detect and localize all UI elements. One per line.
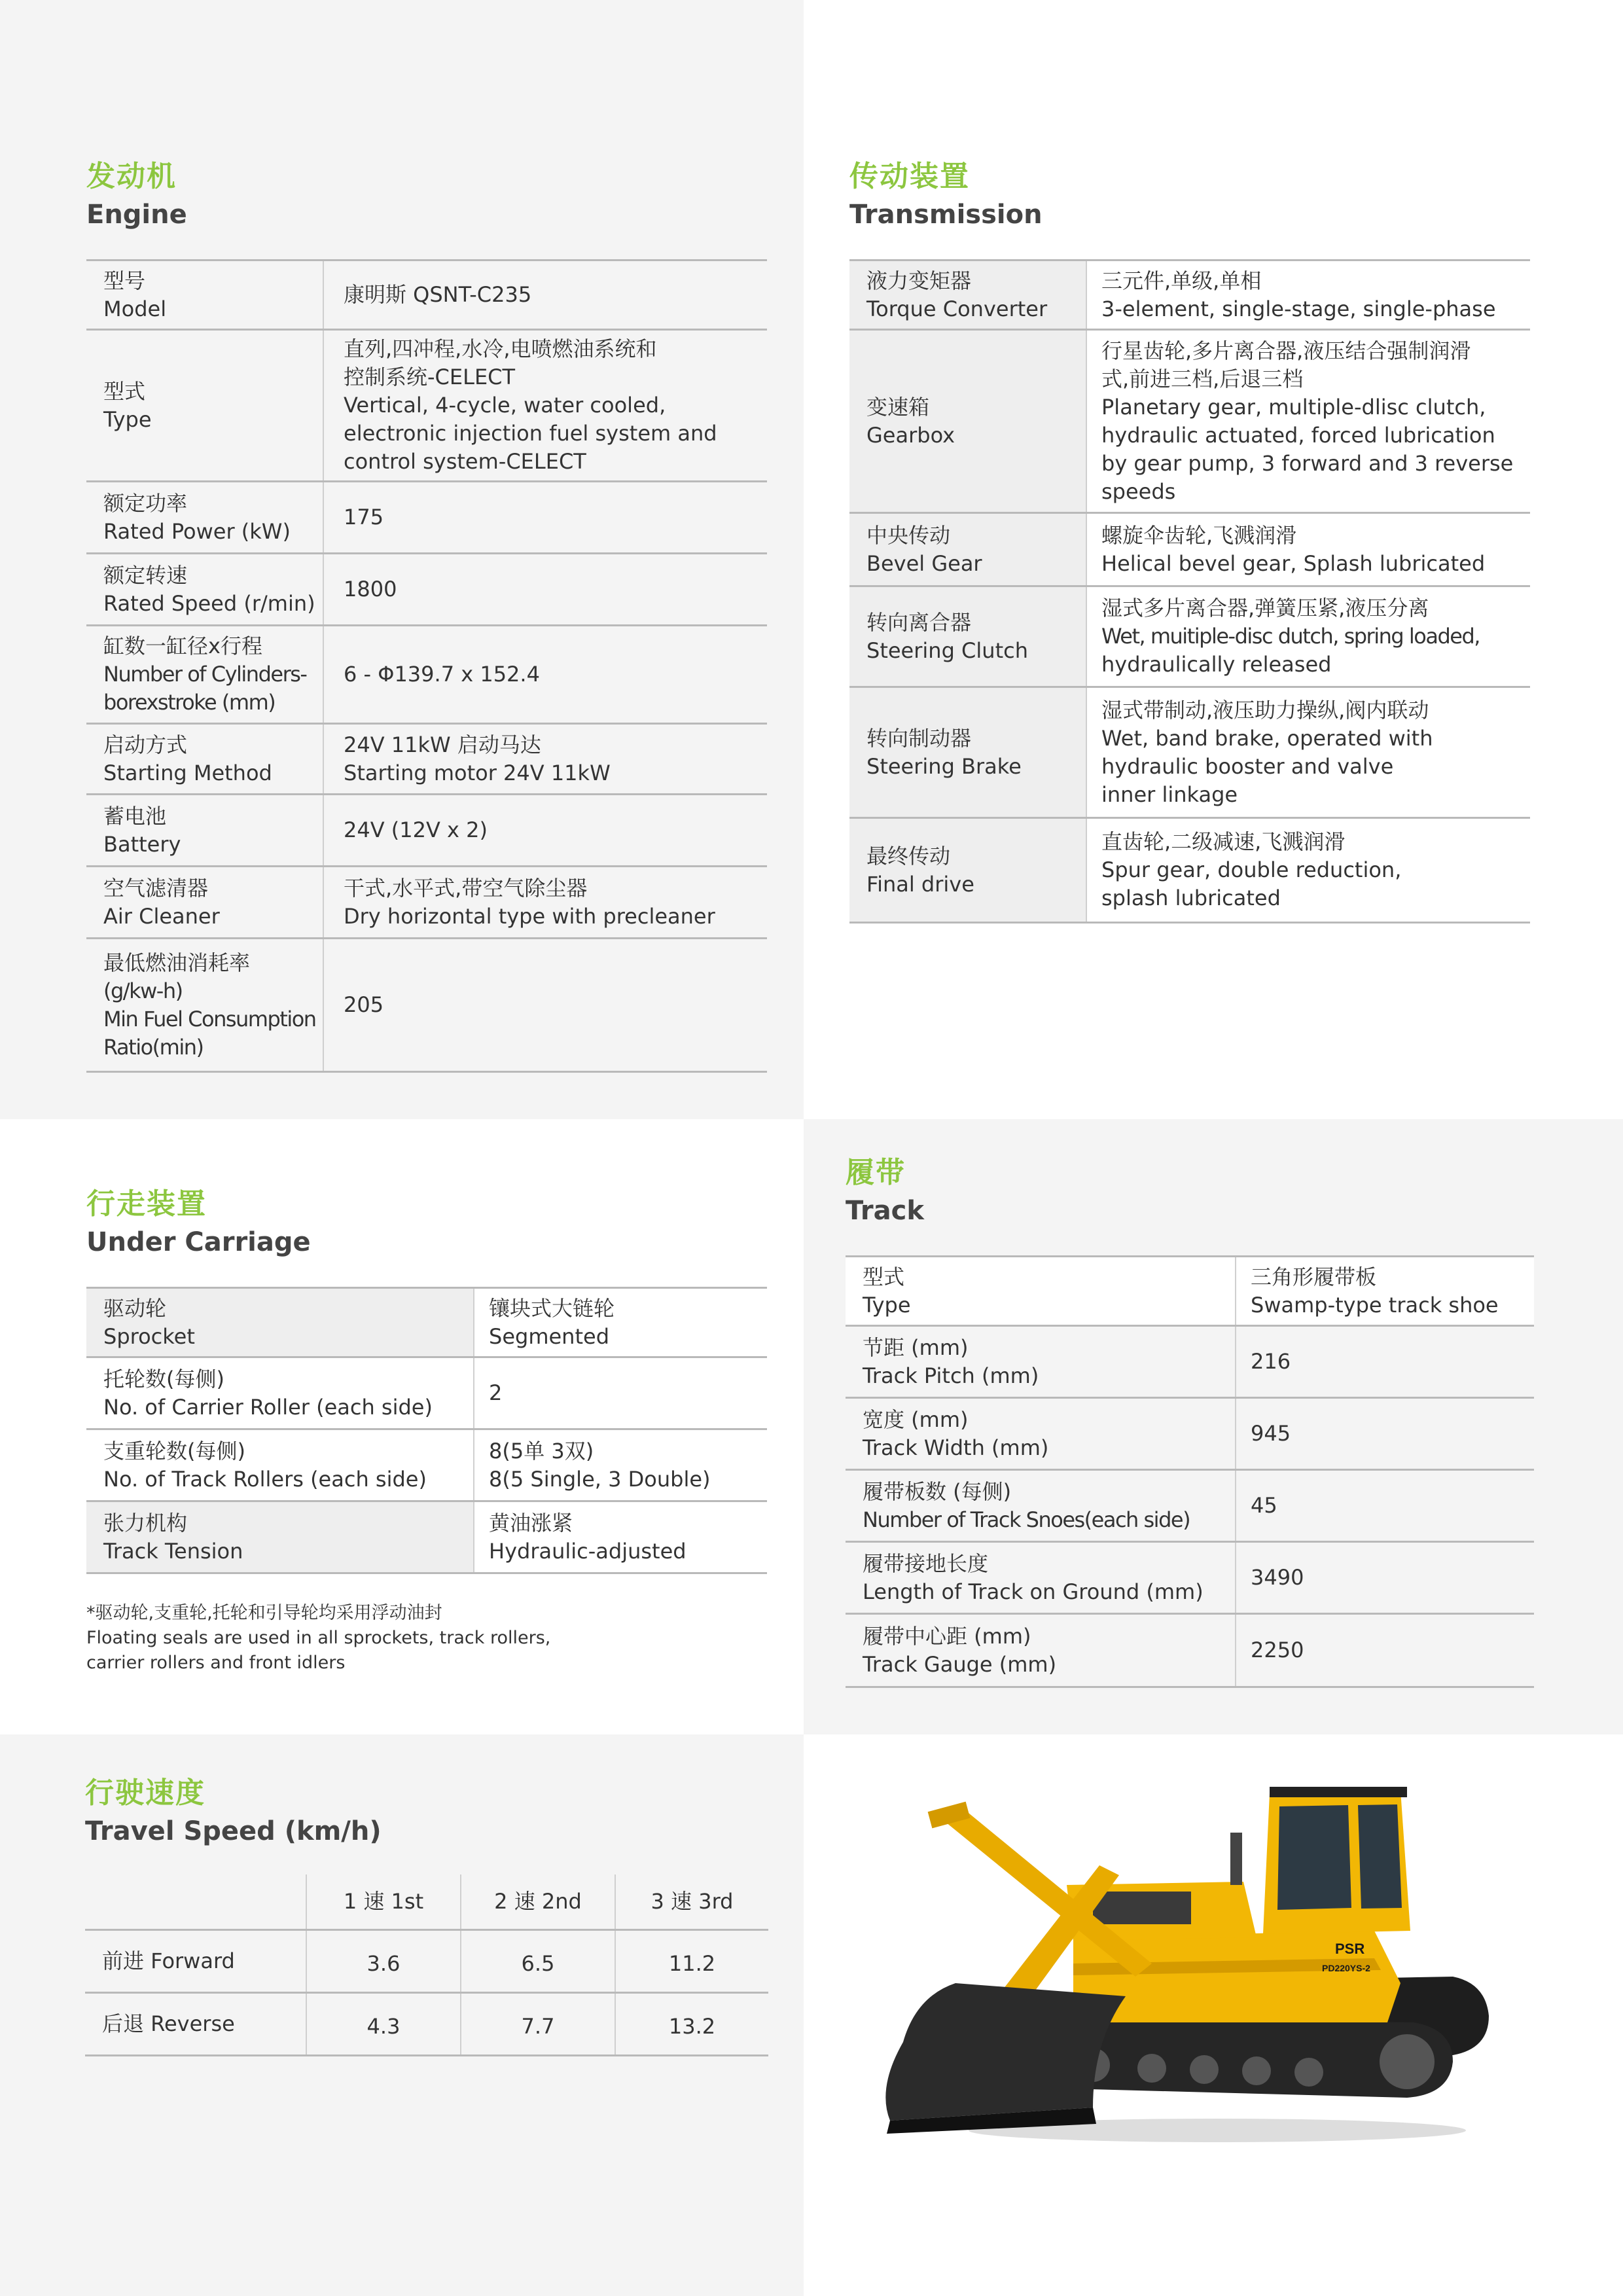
table-row xyxy=(86,867,767,939)
transmission-title-en: Transmission xyxy=(849,200,1043,230)
table-row xyxy=(846,1398,1534,1470)
spec-value: hydraulic booster and valve xyxy=(1101,753,1394,779)
table-row xyxy=(86,724,767,795)
spec-label-cn: 履带接地长度 xyxy=(863,1551,989,1576)
spec-value: 175 xyxy=(344,505,384,529)
spec-value: Hydraulic-adjusted xyxy=(489,1538,687,1564)
spec-value: 三元件,单级,单相 xyxy=(1101,268,1262,293)
spec-label-cn: 型式 xyxy=(863,1264,905,1289)
dozer-blade xyxy=(885,1983,1126,2121)
engine-table xyxy=(86,259,767,1073)
table-row xyxy=(86,626,767,724)
spec-label-en: Air Cleaner xyxy=(103,903,220,929)
speed-title-en: Travel Speed (km/h) xyxy=(85,1816,382,1846)
spec-value: 直列,四冲程,水冷,电喷燃油系统和 xyxy=(344,336,657,361)
spec-value: Dry horizontal type with precleaner xyxy=(344,903,715,929)
table-row xyxy=(849,687,1530,818)
cab-window-left xyxy=(1277,1805,1351,1910)
table-row xyxy=(86,1429,767,1501)
table-row xyxy=(86,1501,767,1573)
hood-grille xyxy=(1093,1892,1191,1924)
spec-label-en: Rated Speed (r/min) xyxy=(103,590,315,616)
spec-value: Spur gear, double reduction, xyxy=(1101,857,1402,882)
spec-label-en: Final drive xyxy=(866,871,974,897)
spec-value: 2 xyxy=(489,1380,503,1405)
spec-value: 45 xyxy=(1251,1493,1277,1518)
spec-label-cn: 托轮数(每侧) xyxy=(103,1366,224,1391)
brand-label: PSR xyxy=(1335,1941,1365,1957)
spec-label-en: Track Tension xyxy=(103,1538,243,1564)
spec-label-cn: 空气滤清器 xyxy=(103,875,209,901)
spec-label-en: Track Gauge (mm) xyxy=(863,1651,1057,1677)
spec-label-cn: 额定功率 xyxy=(103,490,188,516)
cab-roof xyxy=(1270,1787,1407,1797)
spec-value: 黄油涨紧 xyxy=(489,1510,573,1535)
speed-column-header: 1 速 1st xyxy=(306,1874,461,1929)
spec-value: 1800 xyxy=(344,577,397,601)
spec-value: Vertical, 4-cycle, water cooled, xyxy=(344,393,666,418)
undercarriage-title-en: Under Carriage xyxy=(86,1227,311,1257)
spec-value: hydraulically released xyxy=(1101,652,1332,677)
note-line: *驱动轮,支重轮,托轮和引导轮均采用浮动油封 xyxy=(86,1603,442,1623)
spec-value: 6 - Φ139.7 x 152.4 xyxy=(344,662,540,687)
spec-value: Starting motor 24V 11kW xyxy=(344,760,611,785)
speed-row-label: 前进 Forward xyxy=(85,1929,306,1992)
spec-label-en: Steering Clutch xyxy=(866,637,1028,663)
spec-label-en: borexstroke (mm) xyxy=(103,690,276,715)
spec-value: 3490 xyxy=(1251,1565,1304,1590)
spec-label-en: Min Fuel Consumption xyxy=(103,1006,316,1031)
spec-label-en: Steering Brake xyxy=(866,753,1022,779)
track-title-cn: 履带 xyxy=(846,1156,906,1189)
transmission-title-cn: 传动装置 xyxy=(849,160,970,193)
cab-window-right xyxy=(1358,1804,1402,1909)
spec-value: 8(5单 3双) xyxy=(489,1438,594,1463)
spec-value: 8(5 Single, 3 Double) xyxy=(489,1466,711,1492)
spec-label-en: Gearbox xyxy=(866,422,955,448)
track-table xyxy=(846,1255,1534,1688)
spec-value: 205 xyxy=(344,992,384,1017)
spec-value: Helical bevel gear, Splash lubricated xyxy=(1101,550,1486,576)
speed-title-cn: 行驶速度 xyxy=(85,1776,205,1810)
spec-value: by gear pump, 3 forward and 3 reverse xyxy=(1101,450,1514,476)
table-row xyxy=(849,260,1530,330)
spec-label-cn: 额定转速 xyxy=(103,562,188,588)
spec-value: 康明斯 QSNT-C235 xyxy=(344,282,532,307)
spec-label-en: Number of Cylinders- xyxy=(103,662,307,687)
spec-value: 216 xyxy=(1251,1349,1291,1374)
note-line: carrier rollers and front idlers xyxy=(86,1653,346,1673)
spec-label-cn: 变速箱 xyxy=(866,394,930,420)
spec-label-cn: 转向制动器 xyxy=(866,725,972,751)
model-label: PD220YS-2 xyxy=(1322,1963,1370,1973)
spec-label-cn: 最终传动 xyxy=(866,843,951,869)
spec-label-en: Ratio(min) xyxy=(103,1034,204,1060)
spec-label-cn: 履带中心距 (mm) xyxy=(863,1623,1031,1649)
spec-label-en: Track Pitch (mm) xyxy=(863,1363,1039,1388)
spec-label-cn: 节距 (mm) xyxy=(863,1335,969,1360)
spec-label-en: Sprocket xyxy=(103,1323,195,1349)
spec-label-en: No. of Carrier Roller (each side) xyxy=(103,1394,433,1420)
speed-column-header: 2 速 2nd xyxy=(461,1874,615,1929)
spec-value: 式,前进三档,后退三档 xyxy=(1101,366,1304,391)
spec-label-en: Model xyxy=(103,296,167,321)
table-row xyxy=(849,818,1530,923)
table-row xyxy=(86,939,767,1072)
travel-speed-section xyxy=(85,1774,768,2056)
table-row xyxy=(846,1470,1534,1542)
spec-label-en: Torque Converter xyxy=(866,296,1048,321)
speed-header-blank xyxy=(85,1874,306,1929)
spec-label-cn: 张力机构 xyxy=(103,1510,188,1535)
spec-value: speeds xyxy=(1101,478,1176,504)
spec-label-en: Rated Power (kW) xyxy=(103,518,291,544)
table-row xyxy=(849,586,1530,687)
spec-label-en: Number of Track Snoes(each side) xyxy=(863,1507,1190,1532)
table-row xyxy=(846,1326,1534,1398)
speed-column-header: 3 速 3rd xyxy=(615,1874,768,1929)
speed-value: 3.6 xyxy=(306,1929,461,1992)
engine-title-en: Engine xyxy=(86,200,187,230)
floating-seal-note xyxy=(86,1601,767,1676)
spec-label-cn: 启动方式 xyxy=(103,732,188,757)
speed-value: 7.7 xyxy=(461,1992,615,2055)
spec-value: 2250 xyxy=(1251,1638,1304,1662)
transmission-section xyxy=(849,157,1530,924)
speed-value: 13.2 xyxy=(615,1992,768,2055)
spec-value: 945 xyxy=(1251,1421,1291,1446)
track-title-en: Track xyxy=(846,1196,924,1226)
spec-label-en: Battery xyxy=(103,831,181,857)
spec-value: 镶块式大链轮 xyxy=(489,1295,615,1321)
table-row xyxy=(86,260,767,330)
table-row xyxy=(846,1257,1534,1326)
spec-value: inner linkage xyxy=(1101,781,1238,807)
note-line: Floating seals are used in all sprockets, track rollers, xyxy=(86,1628,551,1648)
table-row xyxy=(86,330,767,482)
spec-label-cn: (g/kw-h) xyxy=(103,978,183,1003)
spec-label-cn: 中央传动 xyxy=(866,522,951,548)
spec-value: Planetary gear, multiple-dlisc clutch, xyxy=(1101,394,1486,420)
spec-label-en: Starting Method xyxy=(103,760,272,785)
speed-value: 11.2 xyxy=(615,1929,768,1992)
table-row xyxy=(85,1992,768,2055)
spec-value: Swamp-type track shoe xyxy=(1251,1292,1499,1318)
spec-label-cn: 驱动轮 xyxy=(103,1295,167,1321)
table-row xyxy=(86,795,767,867)
spec-value: electronic injection fuel system and xyxy=(344,421,717,446)
travel-speed-table xyxy=(85,1874,768,2056)
table-row xyxy=(846,1614,1534,1687)
spec-value: Wet, band brake, operated with xyxy=(1101,725,1433,751)
spec-value: Wet, muitiple-disc dutch, spring loaded, xyxy=(1101,624,1480,649)
spec-label-en: No. of Track Rollers (each side) xyxy=(103,1466,427,1492)
spec-value: 直齿轮,二级减速,飞溅润滑 xyxy=(1101,829,1346,854)
spec-value: 三角形履带板 xyxy=(1251,1264,1377,1289)
spec-label-en: Length of Track on Ground (mm) xyxy=(863,1579,1204,1604)
spec-label-cn: 履带板数 (每侧) xyxy=(863,1479,1012,1504)
table-row xyxy=(86,1357,767,1429)
spec-label-cn: 型号 xyxy=(103,268,146,293)
spec-label-en: Bevel Gear xyxy=(866,550,982,576)
spec-value: 24V (12V x 2) xyxy=(344,817,488,842)
spec-label-cn: 最低燃油消耗率 xyxy=(103,950,251,975)
spec-value: 24V 11kW 启动马达 xyxy=(344,732,541,757)
undercarriage-table xyxy=(86,1287,767,1574)
spec-label-cn: 宽度 (mm) xyxy=(863,1407,969,1432)
spec-value: splash lubricated xyxy=(1101,886,1281,910)
table-row xyxy=(86,482,767,554)
engine-title-cn: 发动机 xyxy=(86,160,177,193)
spec-value: 螺旋伞齿轮,飞溅润滑 xyxy=(1101,522,1297,548)
speed-row-label: 后退 Reverse xyxy=(85,1992,306,2055)
undercarriage-title-cn: 行走装置 xyxy=(86,1187,207,1221)
spec-label-cn: 支重轮数(每侧) xyxy=(103,1438,245,1463)
speed-value: 4.3 xyxy=(306,1992,461,2055)
spec-label-cn: 蓄电池 xyxy=(103,803,167,829)
spec-value: 行星齿轮,多片离合器,液压结合强制润滑 xyxy=(1101,338,1471,363)
spec-label-cn: 转向离合器 xyxy=(866,609,972,635)
engine-section xyxy=(86,157,767,1073)
table-row xyxy=(85,1874,768,1929)
spec-label-en: Type xyxy=(103,406,152,432)
spec-label-cn: 液力变矩器 xyxy=(866,268,972,293)
spec-value: 湿式多片离合器,弹簧压紧,液压分离 xyxy=(1101,596,1429,620)
bulldozer-image xyxy=(877,1767,1505,2147)
spec-label-en: Type xyxy=(863,1292,911,1318)
spec-value: control system-CELECT xyxy=(344,449,586,474)
table-row xyxy=(846,1542,1534,1614)
undercarriage-section xyxy=(86,1185,767,1574)
exhaust-pipe xyxy=(1230,1833,1242,1885)
spec-value: 3-element, single-stage, single-phase xyxy=(1101,296,1496,321)
transmission-table xyxy=(849,259,1530,924)
table-row xyxy=(85,1929,768,1992)
spec-value: 干式,水平式,带空气除尘器 xyxy=(344,875,588,901)
spec-label-en: Track Width (mm) xyxy=(863,1435,1049,1460)
spec-label-cn: 型式 xyxy=(103,378,146,404)
spec-value: hydraulic actuated, forced lubrication xyxy=(1101,422,1495,448)
table-row xyxy=(86,1288,767,1357)
spec-value: 湿式带制动,液压助力操纵,阀内联动 xyxy=(1101,697,1429,723)
speed-value: 6.5 xyxy=(461,1929,615,1992)
table-row xyxy=(849,330,1530,513)
spec-label-cn: 缸数一缸径x行程 xyxy=(103,634,262,658)
track-section xyxy=(846,1153,1534,1688)
spec-value: Segmented xyxy=(489,1323,609,1349)
spec-value: 控制系统-CELECT xyxy=(344,365,516,389)
table-row xyxy=(849,513,1530,586)
table-row xyxy=(86,554,767,626)
